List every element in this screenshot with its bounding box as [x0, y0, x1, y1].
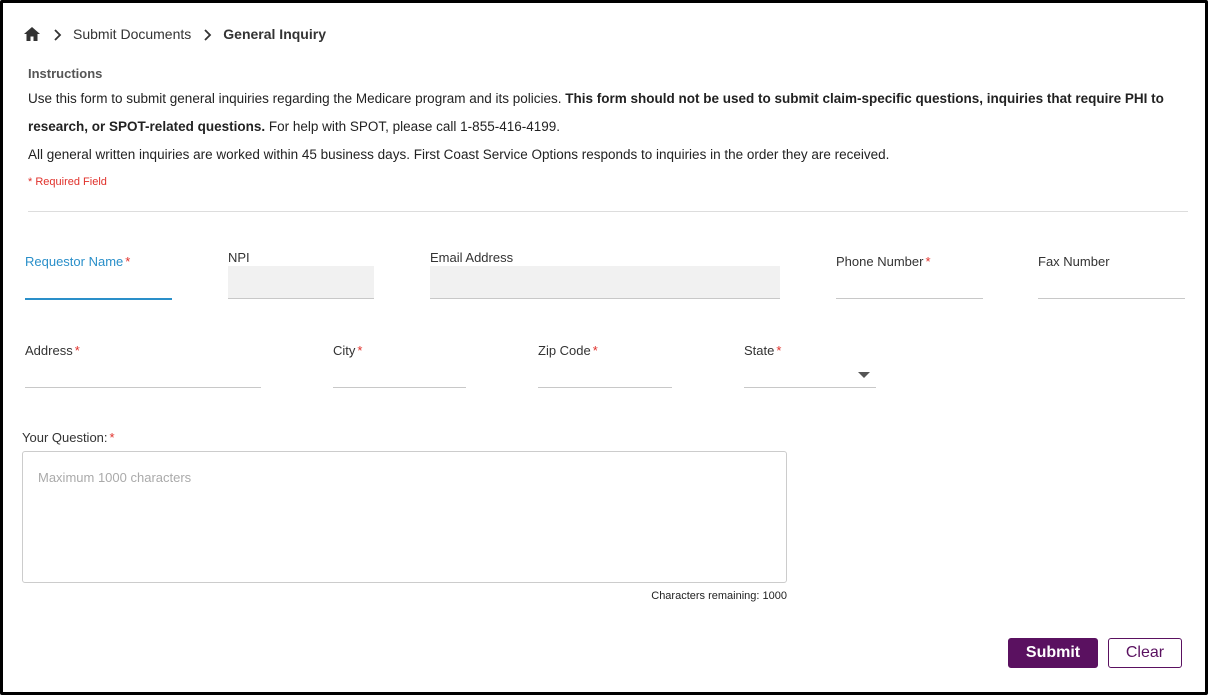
- required-star: *: [74, 343, 80, 358]
- state-label: [744, 343, 781, 358]
- zip-code-input[interactable]: [538, 387, 672, 388]
- breadcrumb-submit-documents[interactable]: Submit Documents: [73, 26, 192, 42]
- phone-number-input[interactable]: [836, 298, 983, 299]
- chevron-right-icon: [53, 28, 63, 40]
- your-question-label-text: Your Question:: [22, 430, 108, 445]
- breadcrumb: [23, 24, 326, 44]
- email-address-input[interactable]: [430, 266, 780, 299]
- submit-button[interactable]: Submit: [1008, 638, 1098, 668]
- address-input[interactable]: [25, 387, 261, 388]
- instructions-line-1-text: Use this form to submit general inquiries regarding the Medicare program and its policies.: [28, 91, 566, 106]
- address-label-text: Address: [25, 343, 73, 358]
- required-star: *: [109, 430, 115, 445]
- your-question-textarea[interactable]: [22, 451, 787, 583]
- required-star: *: [357, 343, 363, 358]
- requestor-name-label: [25, 254, 130, 269]
- characters-remaining: Characters remaining: 1000: [651, 590, 787, 602]
- address-label: [25, 343, 80, 358]
- state-label-text: State: [744, 343, 775, 358]
- requestor-name-input[interactable]: [25, 298, 172, 300]
- clear-button[interactable]: Clear: [1108, 638, 1182, 668]
- instructions-line-2-text: For help with SPOT, please call 1-855-416-4199.: [265, 119, 561, 134]
- breadcrumb-general-inquiry: General Inquiry: [223, 26, 326, 42]
- zip-code-label: [538, 343, 598, 358]
- npi-input[interactable]: [228, 266, 374, 299]
- required-star: *: [592, 343, 598, 358]
- instructions-line-1: [28, 91, 1164, 106]
- divider: [28, 211, 1188, 212]
- email-address-label: Email Address: [430, 250, 514, 265]
- required-star: *: [776, 343, 782, 358]
- instructions-title: Instructions: [28, 66, 103, 81]
- instructions-line-2-bold: research, or SPOT-related questions.: [28, 119, 266, 134]
- npi-label: NPI: [228, 250, 250, 265]
- instructions-line-1-bold: This form should not be used to submit claim-specific questions, inquiries that require PHI to: [565, 91, 1164, 106]
- chevron-down-icon: [858, 372, 870, 378]
- fax-number-input[interactable]: [1038, 298, 1185, 299]
- requestor-name-label-text: Requestor Name: [25, 254, 124, 269]
- instructions-line-2: [28, 119, 560, 134]
- state-select[interactable]: [744, 359, 876, 388]
- instructions-line-3: All general written inquiries are worked within 45 business days. First Coast Service Options responds to inquiries in the order they are received.: [28, 147, 890, 162]
- city-input[interactable]: [333, 387, 466, 388]
- home-icon[interactable]: [23, 25, 41, 43]
- phone-number-label-text: Phone Number: [836, 254, 924, 269]
- zip-code-label-text: Zip Code: [538, 343, 591, 358]
- your-question-label: [22, 430, 115, 445]
- required-field-note: * Required Field: [28, 176, 107, 188]
- phone-number-label: [836, 254, 931, 269]
- chevron-right-icon: [203, 28, 213, 40]
- question-placeholder: Maximum 1000 characters: [38, 470, 192, 485]
- required-star: *: [925, 254, 931, 269]
- city-label: [333, 343, 362, 358]
- state-underline: [744, 387, 876, 388]
- city-label-text: City: [333, 343, 356, 358]
- fax-number-label: Fax Number: [1038, 254, 1110, 269]
- required-star: *: [125, 254, 131, 269]
